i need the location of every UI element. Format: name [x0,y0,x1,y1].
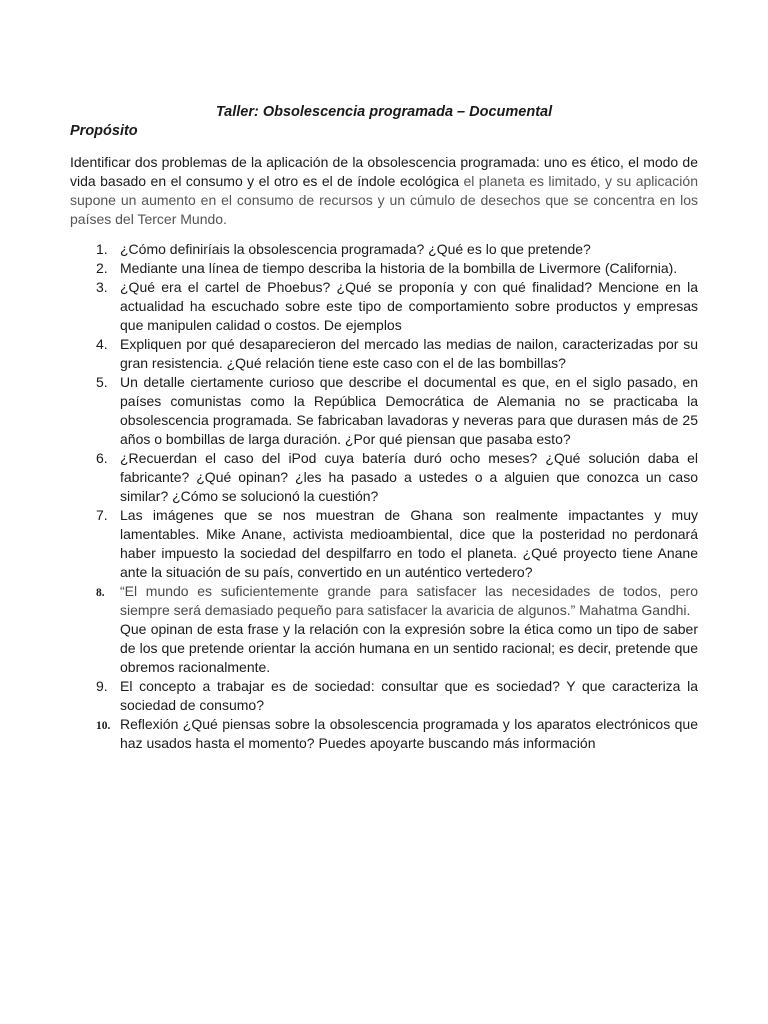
purpose-text-main: Identificar dos problemas de la aplicación de la obsolescencia programada: uno es ético, el modo de vida basado en el consumo y el otro es el de índole ecológica [70,154,698,189]
question-item-3 [70,278,698,335]
question-text: Reflexión ¿Qué piensas sobre la obsolescencia programada y los aparatos electrónicos que haz usados hasta el momento? Puedes apoyarte buscando más información [120,716,698,751]
question-item-4 [70,335,698,373]
question-text: ¿Qué era el cartel de Phoebus? ¿Qué se proponía y con qué finalidad? Mencione en la actualidad ha escuchado sobre este tipo de comportamiento sobre productos y empresas que manipulen calidad o costos. De ejemplos [120,279,698,333]
question-text: ¿Cómo definiríais la obsolescencia programada? ¿Qué es lo que pretende? [120,241,591,257]
question-number: 3. [96,279,108,295]
question-number: 6. [96,450,108,466]
section-heading-proposito: Propósito [70,123,138,139]
question-item-9 [70,677,698,715]
gandhi-quote: “El mundo es suficientemente grande para satisfacer las necesidades de todos, pero siempre será demasiado pequeño para satisfacer la avaricia de algunos.” Mahatma Gandhi. [120,583,698,618]
document-title: Taller: Obsolescencia programada – Documental [215,104,553,120]
question-number: 9. [96,678,108,694]
question-text: Un detalle ciertamente curioso que describe el documental es que, en el siglo pasado, en países comunistas como la República Democrática de Alemania no se practicaba la obsolescencia programada. Se fabricaban lavadoras y neveras para que durasen más de 25 años o bombillas de larga duración. ¿Por qué piensan que pasaba esto? [120,374,698,447]
purpose-text-gray: el planeta es limitado, y su aplicación supone un aumento en el consumo de recursos y un cúmulo de desechos que se concentra en los países del Tercer Mundo. [70,173,698,227]
question-text: Las imágenes que se nos muestran de Ghana son realmente impactantes y muy lamentables. Mike Anane, activista medioambiental, dice que la posteridad no perdonará haber impuesto la sociedad del despilfarro en todo el planeta. ¿Qué proyecto tiene Anane ante la situación de su país, convertido en un auténtico vertedero? [120,507,698,580]
question-item-2 [70,259,698,278]
question-number: 10. [96,720,111,732]
question-number: 8. [96,587,105,599]
question-number: 1. [96,241,108,257]
question-text: El concepto a trabajar es de sociedad: consultar que es sociedad? Y que caracteriza la sociedad de consumo? [120,678,698,713]
question-number: 2. [96,260,108,276]
question-text: Mediante una línea de tiempo describa la historia de la bombilla de Livermore (California). [120,260,678,276]
question-list [70,240,698,753]
question-number: 5. [96,374,108,390]
purpose-paragraph [70,153,698,229]
question-text: ¿Recuerdan el caso del iPod cuya batería duró ocho meses? ¿Qué solución daba el fabricante? ¿Qué opinan? ¿les ha pasado a ustedes o a alguien que conozca un caso similar? ¿Cómo se solucionó la cuestión? [120,450,698,504]
question-item-6 [70,449,698,506]
question-number: 7. [96,507,108,523]
question-text: Expliquen por qué desaparecieron del mercado las medias de nailon, caracterizadas por su gran resistencia. ¿Qué relación tiene este caso con el de las bombillas? [120,336,698,371]
question-text: Que opinan de esta frase y la relación con la expresión sobre la ética como un tipo de saber de los que pretende orientar la acción humana en un sentido racional; es decir, pretende que obremos racionalmente. [120,621,698,675]
question-item-8 [70,582,698,677]
question-item-1 [70,240,698,259]
question-item-10 [70,715,698,753]
question-item-5 [70,373,698,449]
question-item-7 [70,506,698,582]
question-number: 4. [96,336,108,352]
